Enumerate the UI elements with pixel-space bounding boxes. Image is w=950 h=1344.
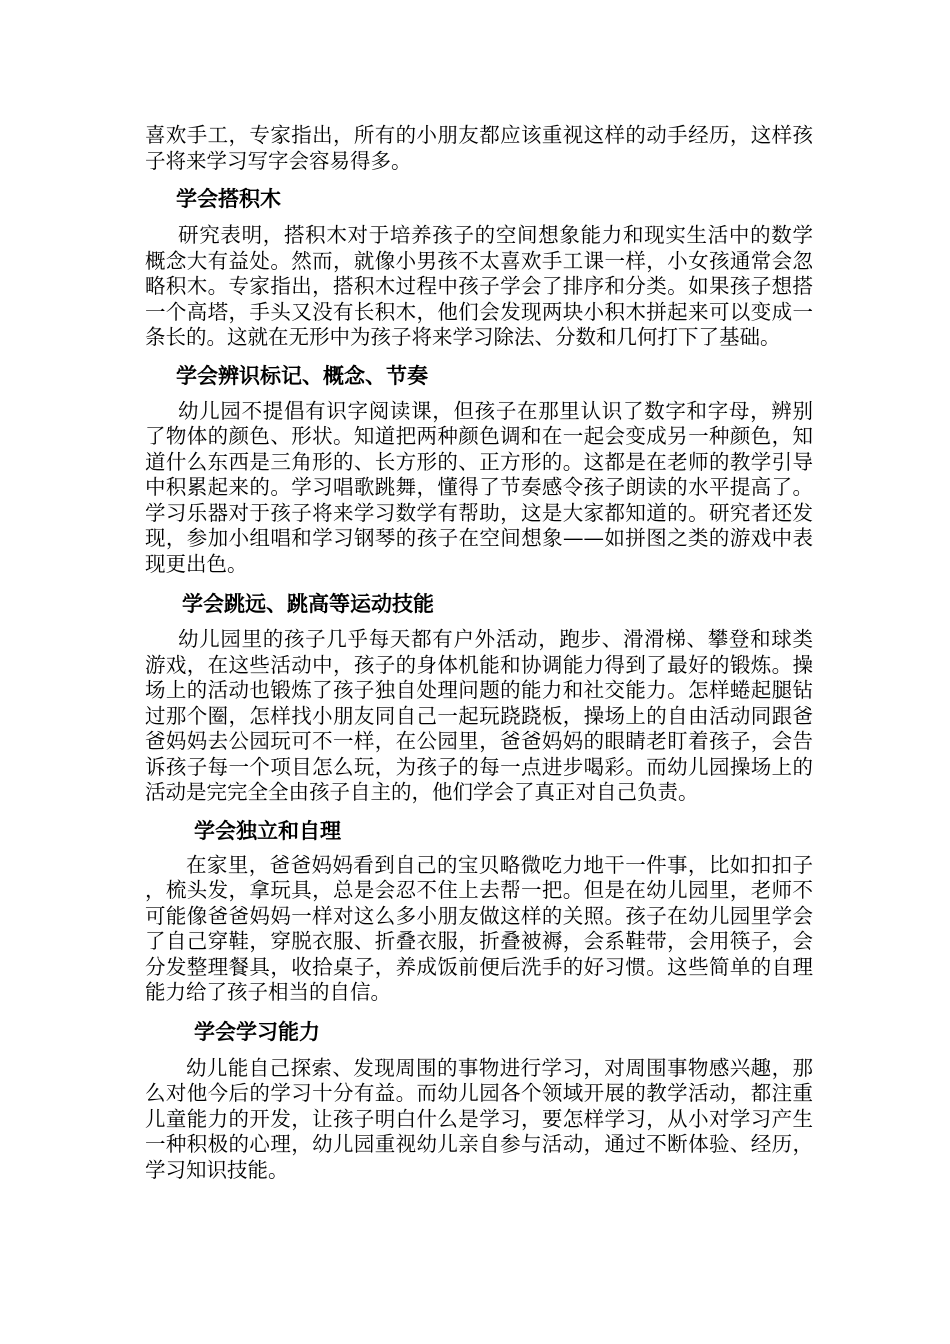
section-body-learning-ability: 幼儿能自己探索、发现周围的事物进行学习，对周围事物感兴趣，那么对他今后的学习十分有益。而幼儿园各个领域开展的教学活动，都注重儿童能力的开发，让孩子明白什么是学习，要怎样学习，从小对学习产生一种积极的心理，幼儿园重视幼儿亲自参与活动，通过不断体验、经历，学习知识技能。 <box>145 1055 813 1182</box>
section-body-independence: 在家里，爸爸妈妈看到自己的宝贝略微吃力地干一件事，比如扣扣子，梳头发，拿玩具，总是会忍不住上去帮一把。但是在幼儿园里，老师不可能像爸爸妈妈一样对这么多小朋友做这样的关照。孩子在幼儿园里学会了自己穿鞋，穿脱衣服、折叠衣服，折叠被褥，会系鞋带，会用筷子，会分发整理餐具，收拾桌子，养成饭前便后洗手的好习惯。这些简单的自理能力给了孩子相当的自信。 <box>145 852 813 1004</box>
section-heading-building-blocks: 学会搭积木 <box>176 187 281 211</box>
section-heading-independence: 学会独立和自理 <box>194 818 341 843</box>
section-heading-marks-concepts-rhythm: 学会辨识标记、概念、节奏 <box>176 363 428 388</box>
section-body-building-blocks: 研究表明，搭积木对于培养孩子的空间想象能力和现实生活中的数学概念大有益处。然而，就像小男孩不太喜欢手工课一样，小女孩通常会忽略积木。专家指出，搭积木过程中孩子学会了排序和分类。如果孩子想搭一个高塔，手头又没有长积木，他们会发现两块小积木拼起来可以变成一条长的。这就在无形中为孩子将来学习除法、分数和几何打下了基础。 <box>145 223 813 349</box>
section-body-marks-concepts-rhythm: 幼儿园不提倡有识字阅读课，但孩子在那里认识了数字和字母，辨别了物体的颜色、形状。知道把两种颜色调和在一起会变成另一种颜色，知道什么东西是三角形的、长方形的、正方形的。这都是在老师的教学引导中积累起来的。学习唱歌跳舞，懂得了节奏感令孩子朗读的水平提高了。学习乐器对于孩子将来学习数学有帮助，这是大家都知道的。研究者还发现，参加小组唱和学习钢琴的孩子在空间想象——如拼图之类的游戏中表现更出色。 <box>145 398 813 576</box>
section-heading-learning-ability: 学会学习能力 <box>194 1019 320 1044</box>
section-heading-motor-skills: 学会跳远、跳高等运动技能 <box>182 592 434 616</box>
section-body-motor-skills: 幼儿园里的孩子几乎每天都有户外活动，跑步、滑滑梯、攀登和球类游戏，在这些活动中，孩子的身体机能和协调能力得到了最好的锻炼。操场上的活动也锻炼了孩子独自处理问题的能力和社交能力。怎样蜷起腿钻过那个圈，怎样找小朋友同自己一起玩跷跷板，操场上的自由活动同跟爸爸妈妈去公园玩可不一样，在公园里，爸爸妈妈的眼睛老盯着孩子，会告诉孩子每一个项目怎么玩，为孩子的每一点进步喝彩。而幼儿园操场上的活动是完完全全由孩子自主的，他们学会了真正对自己负责。 <box>145 627 813 804</box>
document-page <box>145 123 813 1183</box>
intro-paragraph: 喜欢手工，专家指出，所有的小朋友都应该重视这样的动手经历，这样孩子将来学习写字会容易得多。 <box>145 123 813 173</box>
